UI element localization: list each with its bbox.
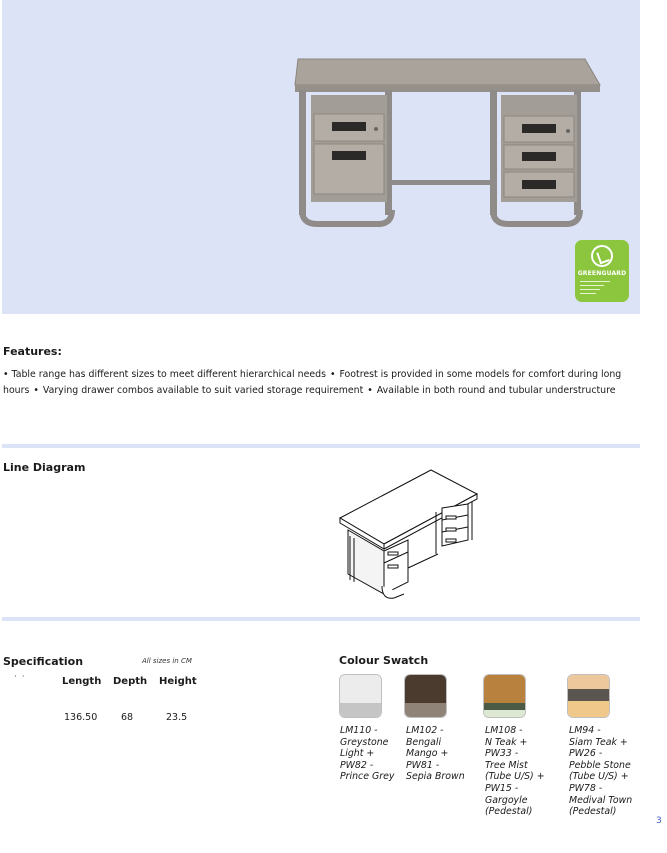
colour-swatch-heading: Colour Swatch [339,654,429,667]
spec-value-depth: 68 [121,712,134,723]
feature-item: Varying drawer combos available to suit varied storage requirement [42,385,364,396]
swatch-label-lm108: LM108 - N Teak + PW33 - Tree Mist (Tube U/S) + PW15 - Gargoyle (Pedestal) [485,725,545,818]
bullet-icon: • [3,369,9,380]
bullet-icon: • [329,369,336,380]
product-hero-image [2,0,640,314]
greenguard-badge-text: GREENGUARD [577,270,627,277]
greenguard-leaf-icon [591,245,613,267]
feature-item: Table range has different sizes to meet different hierarchical needs [11,369,326,380]
swatch-label-lm94: LM94 - Siam Teak + PW26 - Pebble Stone (Tube U/S) + PW78 - Medival Town (Pedestal) [569,725,633,818]
spec-dots: · · [14,672,26,682]
bullet-icon: • [367,385,373,396]
swatch-lm110 [339,674,382,718]
greenguard-badge [575,240,629,302]
page-number: 3 [656,816,662,826]
specification-note: All sizes in CM [142,657,192,665]
spec-col-depth: Depth [113,676,148,687]
swatch-lm102 [404,674,447,718]
feature-item: Available in both round and tubular understructure [376,385,616,396]
feature-item: Footrest is provided in some models for comfort during long hours [3,369,622,396]
features-heading: Features: [3,345,62,358]
desk-line-diagram [338,468,480,604]
desk-product-photo [2,0,640,314]
spec-col-length: Length [62,676,102,687]
swatch-lm94 [567,674,610,718]
spec-value-height: 23.5 [166,712,188,723]
section-divider [2,444,640,448]
swatch-label-lm102: LM102 - Bengali Mango + PW81 - Sepia Brown [406,725,465,783]
section-divider [2,617,640,621]
swatch-label-lm110: LM110 - Greystone Light + PW82 - Prince Grey [340,725,395,783]
bullet-icon: • [33,385,39,396]
features-list [3,367,628,399]
spec-col-height: Height [159,676,197,687]
spec-value-length: 136.50 [64,712,98,723]
line-diagram-heading: Line Diagram [3,461,86,474]
swatch-lm108 [483,674,526,718]
specification-heading: Specification [3,655,84,668]
